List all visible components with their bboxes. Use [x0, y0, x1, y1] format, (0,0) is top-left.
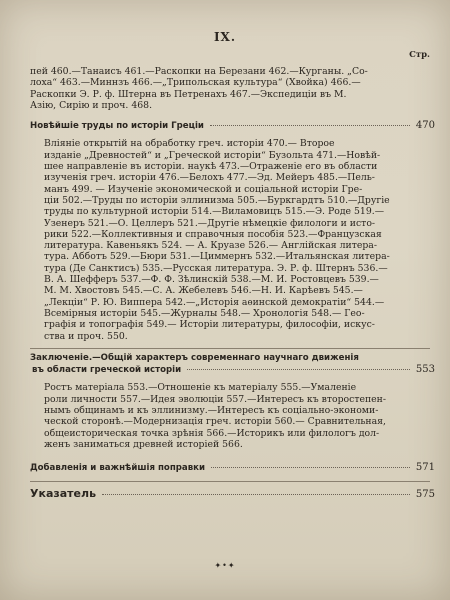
divider: [30, 348, 430, 349]
page-number: IX.: [213, 30, 237, 44]
leader-dots: [102, 494, 410, 495]
divider: [30, 481, 430, 482]
section-title: Заключеніе.—Общій характеръ современнаго научнаго движенія: [30, 352, 359, 363]
text-line: шее направленіе въ исторіи. наукѣ 473.—Отраженіе его въ области: [44, 161, 378, 173]
text-line: изученія греч. исторіи 476.—Белохъ 477.—Эд. Мейеръ 485.—Пель-: [44, 172, 375, 184]
section-subtitle: въ области греческой исторіи: [32, 365, 182, 376]
text-line: лоха“ 463.—Миннзъ 466.—„Трипольская культура“ (Хвойка) 466.—: [30, 77, 361, 89]
section-title: Добавленія и важнѣйшія поправки: [30, 463, 206, 474]
leader-dots: [211, 467, 410, 468]
text-line: графія и топографія 549.— Исторіи литературы, философіи, искус-: [44, 319, 375, 331]
text-line: Всемірныя исторіи 545.—Журналы 548.— Хронологія 548.— Гео-: [44, 307, 365, 319]
text-line: ціи 502.—Труды по исторіи эллинизма 505.—Буркгардтъ 510.—Другіе: [44, 194, 390, 206]
toc-entry-conclusion-cont: [30, 364, 435, 376]
ornament-divider: ✦•✦: [214, 561, 236, 570]
section-title: Новѣйшіе труды по исторіи Греціи: [30, 121, 204, 132]
text-line: рики 522.—Коллективныя и справочныя пособія 523.—Французская: [44, 228, 382, 240]
text-line: В. А. Шефферъ 537.—Ф. Ф. Зѣлинскій 538.—М. И. Ростовцевъ 539.—: [44, 274, 379, 286]
toc-entry-addenda: [30, 462, 435, 474]
toc-entry-index: [30, 488, 435, 500]
text-line: нымъ общинамъ и къ эллинизму.—Интересъ къ соціально-экономи-: [44, 405, 379, 417]
section-page: 575: [415, 488, 435, 500]
section-body: [30, 138, 435, 341]
text-line: труды по культурной исторіи 514.—Виламовицъ 515.—Э. Роде 519.—: [44, 206, 385, 218]
section-title: Указатель: [30, 486, 97, 500]
text-line: тура (Де Санктисъ) 535.—Русская литература. Э. Р. ф. Штернъ 536.—: [44, 262, 388, 274]
toc-entry-greek-history: [30, 120, 435, 132]
section-page: 571: [415, 462, 435, 474]
section-page: 470: [415, 120, 435, 132]
text-line: изданіе „Древностей“ и „Греческой исторіи“ Бузольта 471.—Новѣй-: [44, 149, 381, 161]
text-line: ческой сторонѣ.—Модернизація греч. исторіи 560.— Сравнительная,: [44, 416, 386, 428]
text-line: женъ заниматься древней исторіей 566.: [44, 438, 243, 450]
toc-entry-conclusion: [30, 353, 435, 364]
leader-dots: [210, 125, 410, 126]
intro-paragraph: [30, 66, 435, 111]
toc-content: [30, 66, 435, 500]
text-line: общеисторическая точка зрѣнія 566.—Историкъ или филологъ дол-: [44, 427, 380, 439]
text-line: роли личности 557.—Идея эволюціи 557.—Интересъ къ второстепен-: [44, 393, 387, 405]
text-line: манъ 499. — Изученіе экономической и соціальной исторіи Гре-: [44, 183, 363, 195]
text-line: ства и проч. 550.: [44, 330, 128, 342]
text-line: Азію, Сирію и проч. 468.: [30, 99, 153, 111]
section-body: [30, 382, 435, 450]
text-line: тура. Абботъ 529.—Бюри 531.—Циммернъ 532.—Итальянская литера-: [44, 251, 390, 263]
text-line: Ростъ матеріала 553.—Отношеніе къ матеріалу 555.—Умаленіе: [44, 382, 357, 394]
text-line: М. М. Хвостовъ 545.—С. А. Жебелевъ 546.—Н. И. Карѣевъ 545.—: [44, 285, 363, 297]
column-label: Стр.: [409, 50, 430, 60]
text-line: Вліяніе открытій на обработку греч. исторіи 470.— Второе: [44, 138, 335, 150]
text-line: „Лекціи“ Р. Ю. Виппера 542.—„Исторія аѳинской демократіи“ 544.—: [44, 296, 385, 308]
text-line: Узенеръ 521.—О. Целлеръ 521.—Другіе нѣмецкіе филологи и исто-: [44, 217, 376, 229]
text-line: Раскопки Э. Р. ф. Штерна въ Петренахъ 467.—Экспедиціи въ М.: [30, 88, 347, 100]
text-line: пей 460.—Танаисъ 461.—Раскопки на Березани 462.—Курганы. „Со-: [30, 66, 368, 77]
text-line: литература. Кавеньякъ 524. — А. Круазе 526.— Англійская литера-: [44, 240, 377, 252]
section-page: 553: [415, 364, 435, 376]
leader-dots: [187, 369, 410, 370]
